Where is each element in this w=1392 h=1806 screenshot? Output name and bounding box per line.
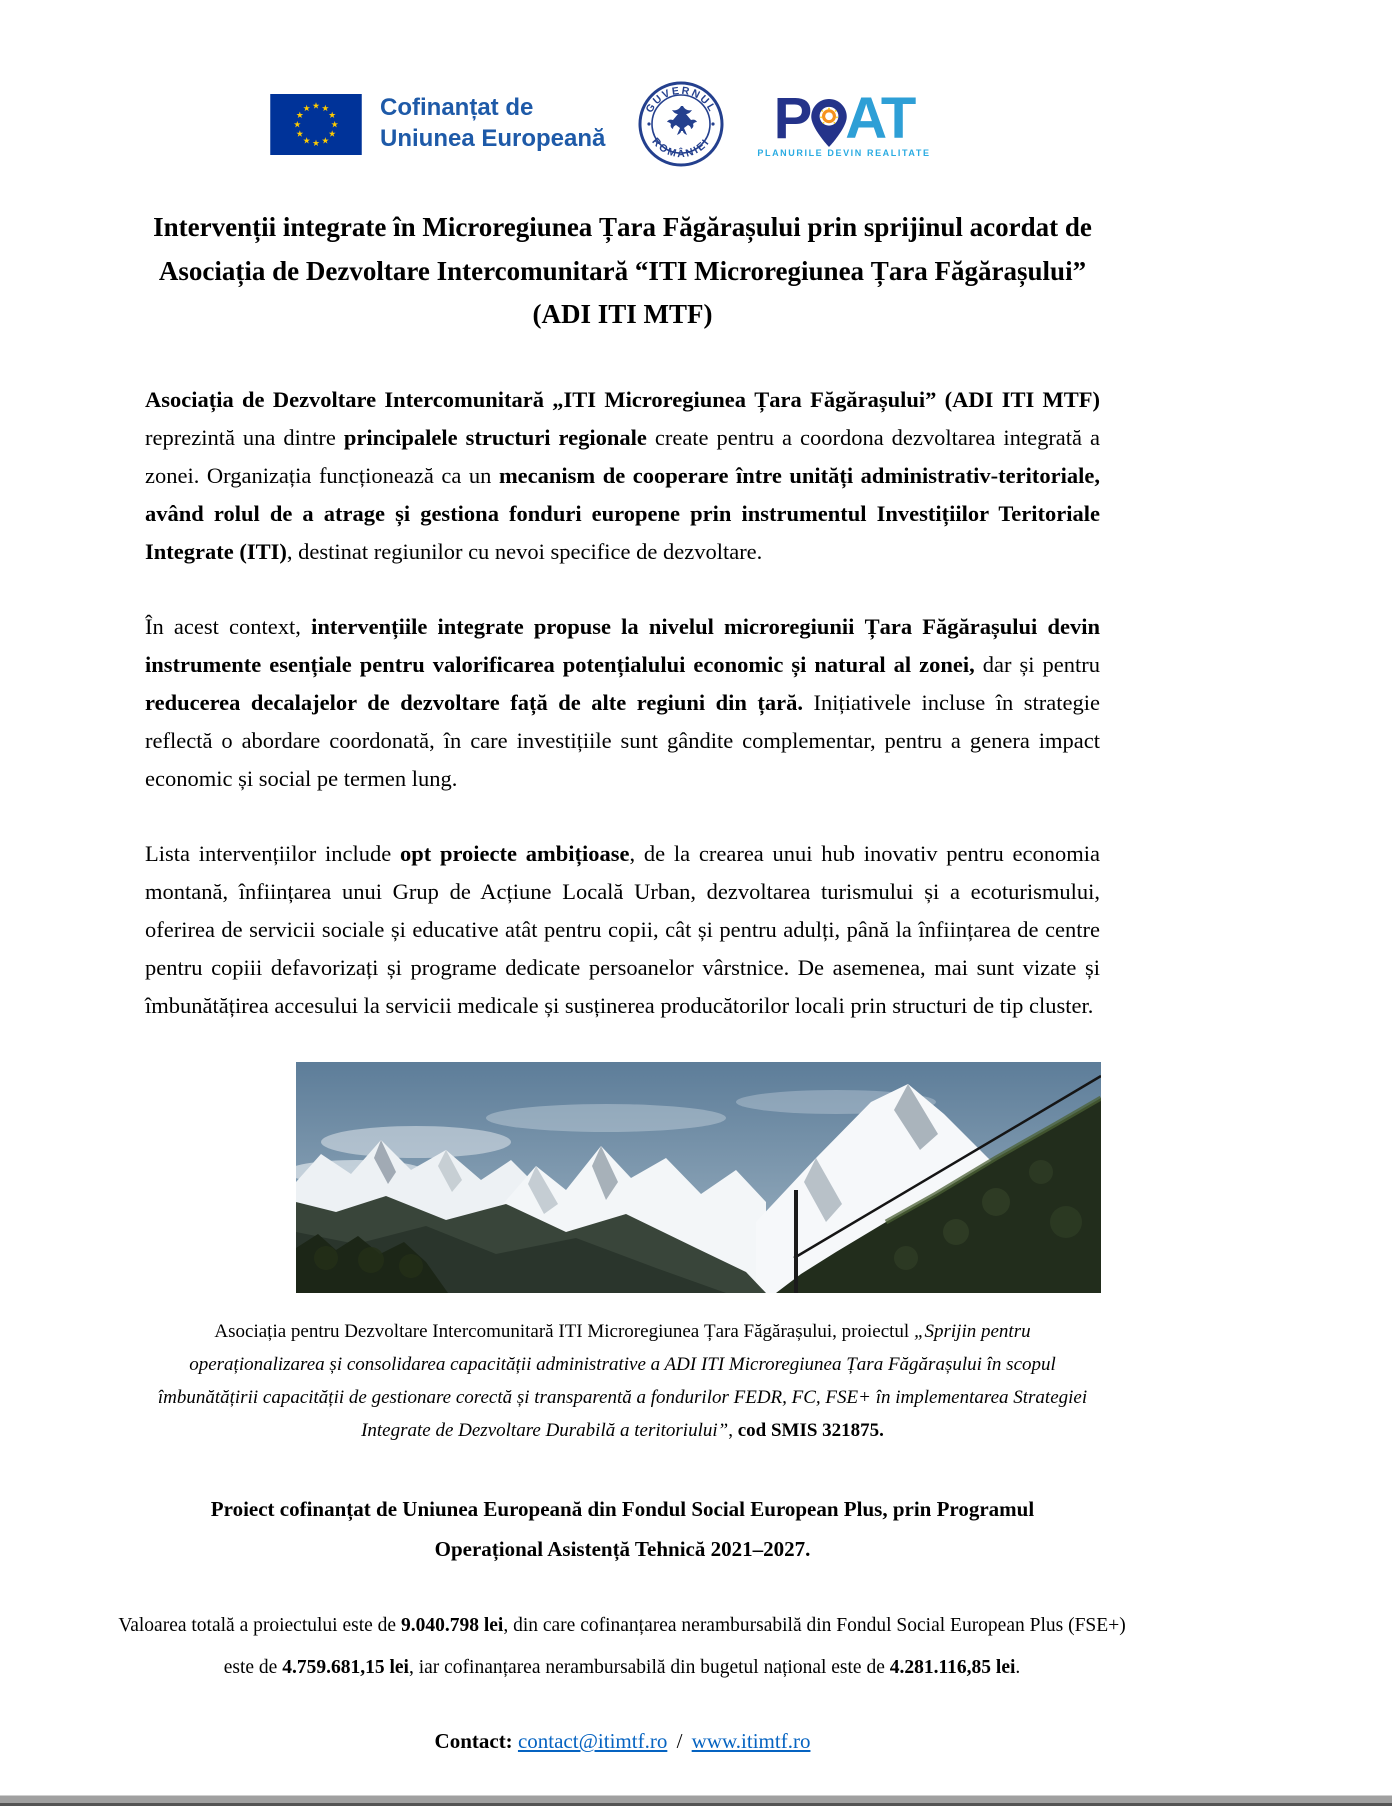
romanian-government-seal-icon <box>637 80 725 168</box>
gov-seal-top-text: GUVERNUL <box>643 84 719 116</box>
page-bottom-bar <box>0 1795 1392 1806</box>
mountain-photo <box>296 1062 1101 1293</box>
funding-statement: Proiect cofinanțat de Uniunea Europeană din Fondul Social European Plus, prin Programul Operațional Asistență Tehnică 2021–2027. <box>210 1497 1035 1562</box>
poat-tagline: PLANURILE DEVIN REALITATE <box>757 148 931 158</box>
body-paragraph-2: În acest context, intervențiile integrate propuse la nivelul microregiunii Țara Făgărașului devin instrumente esențiale pentru valorificarea potențialului economic și natural al zonei, dar și pentru reducerea decalajelor de dezvoltare față de alte regiuni din țară. Inițiativele incluse în strategie reflectă o abordare coordonată, în care investițiile sunt gândite complementar, pentru a genera impact economic și social pe termen lung. <box>145 614 1100 792</box>
contact-line <box>145 1729 1100 1754</box>
poat-letters-at: AT <box>845 86 915 151</box>
photo-caption: Asociația pentru Dezvoltare Intercomunitară ITI Microregiunea Țara Făgărașului, proiectul „Sprijin pentru operaționalizarea și consolidarea capacității administrative a ADI ITI Microregiunea Țara Făgărașului în scopul îmbunătățirii capacității de gestionare corectă și transparentă a fondurilor FEDR, FC, FSE+ în implementarea Strategiei Integrate de Dezvoltare Durabilă a teritoriului”, cod SMIS 321875. <box>157 1321 1088 1442</box>
eu-cofunded-text <box>380 93 605 154</box>
contact-separator: / <box>676 1729 683 1754</box>
eu-cofunded-line2: Uniunea Europeană <box>380 125 606 152</box>
eagle-icon <box>667 106 697 135</box>
poat-logo <box>757 86 931 158</box>
eu-cofunded-logo <box>270 93 605 154</box>
svg-text:ROMÂNIEI <box>650 136 713 160</box>
header-logos <box>270 76 1100 172</box>
project-value: Valoarea totală a proiectului este de 9.040.798 lei, din care cofinanțarea nerambursabilă din Fondul Social European Plus (FSE+) este de 4.759.681,15 lei, iar cofinanțarea nerambursabilă din bugetul național este de 4.281.116,85 lei. <box>118 1615 1126 1679</box>
body-text <box>145 381 1100 1025</box>
gov-seal-bottom-text: ROMÂNIEI <box>649 135 713 161</box>
location-pin-icon <box>811 99 847 147</box>
body-paragraph-1: Asociația de Dezvoltare Intercomunitară „ITI Microregiunea Țara Făgărașului” (ADI ITI MTF) reprezintă una dintre principalele structuri regionale create pentru a coordona dezvoltarea integrată a zonei. Organizația funcționează ca un mecanism de cooperare între unități administrativ-teritoriale, având rolul de a atrage și gestiona fonduri europene prin instrumentul Investițiilor Teritoriale Integrate (ITI), destinat regiunilor cu nevoi specifice de dezvoltare. <box>145 387 1101 565</box>
eu-cofunded-line1: Cofinanțat de <box>380 94 534 122</box>
poat-letter-p: P <box>773 86 813 151</box>
document-content <box>118 0 1126 1754</box>
contact-label: Contact: <box>434 1729 513 1754</box>
body-paragraph-3: Lista intervențiilor include opt proiecte ambițioase, de la crearea unui hub inovativ pentru economia montană, înființarea unui Grup de Acțiune Locală Urban, dezvoltarea turismului și a ecoturismului, oferirea de servicii sociale și educative atât pentru copii, cât și pentru adulți, până la înființarea de centre pentru copiii defavorizați și programe dedicate persoanelor vârstnice. De asemenea, mai sunt vizate și îmbunătățirea accesului la servicii medicale și susținerea producătorilor locali prin structuri de tip cluster. <box>145 841 1100 1019</box>
eu-flag-icon <box>270 94 362 155</box>
contact-email-link[interactable]: contact@itimtf.ro <box>517 1729 668 1754</box>
contact-website-link[interactable]: www.itimtf.ro <box>691 1729 811 1754</box>
page-title: Intervenții integrate în Microregiunea Țara Făgărașului prin sprijinul acordat de Asociația de Dezvoltare Intercomunitară “ITI Microregiunea Țara Făgărașului” (ADI ITI MTF) <box>153 212 1092 330</box>
